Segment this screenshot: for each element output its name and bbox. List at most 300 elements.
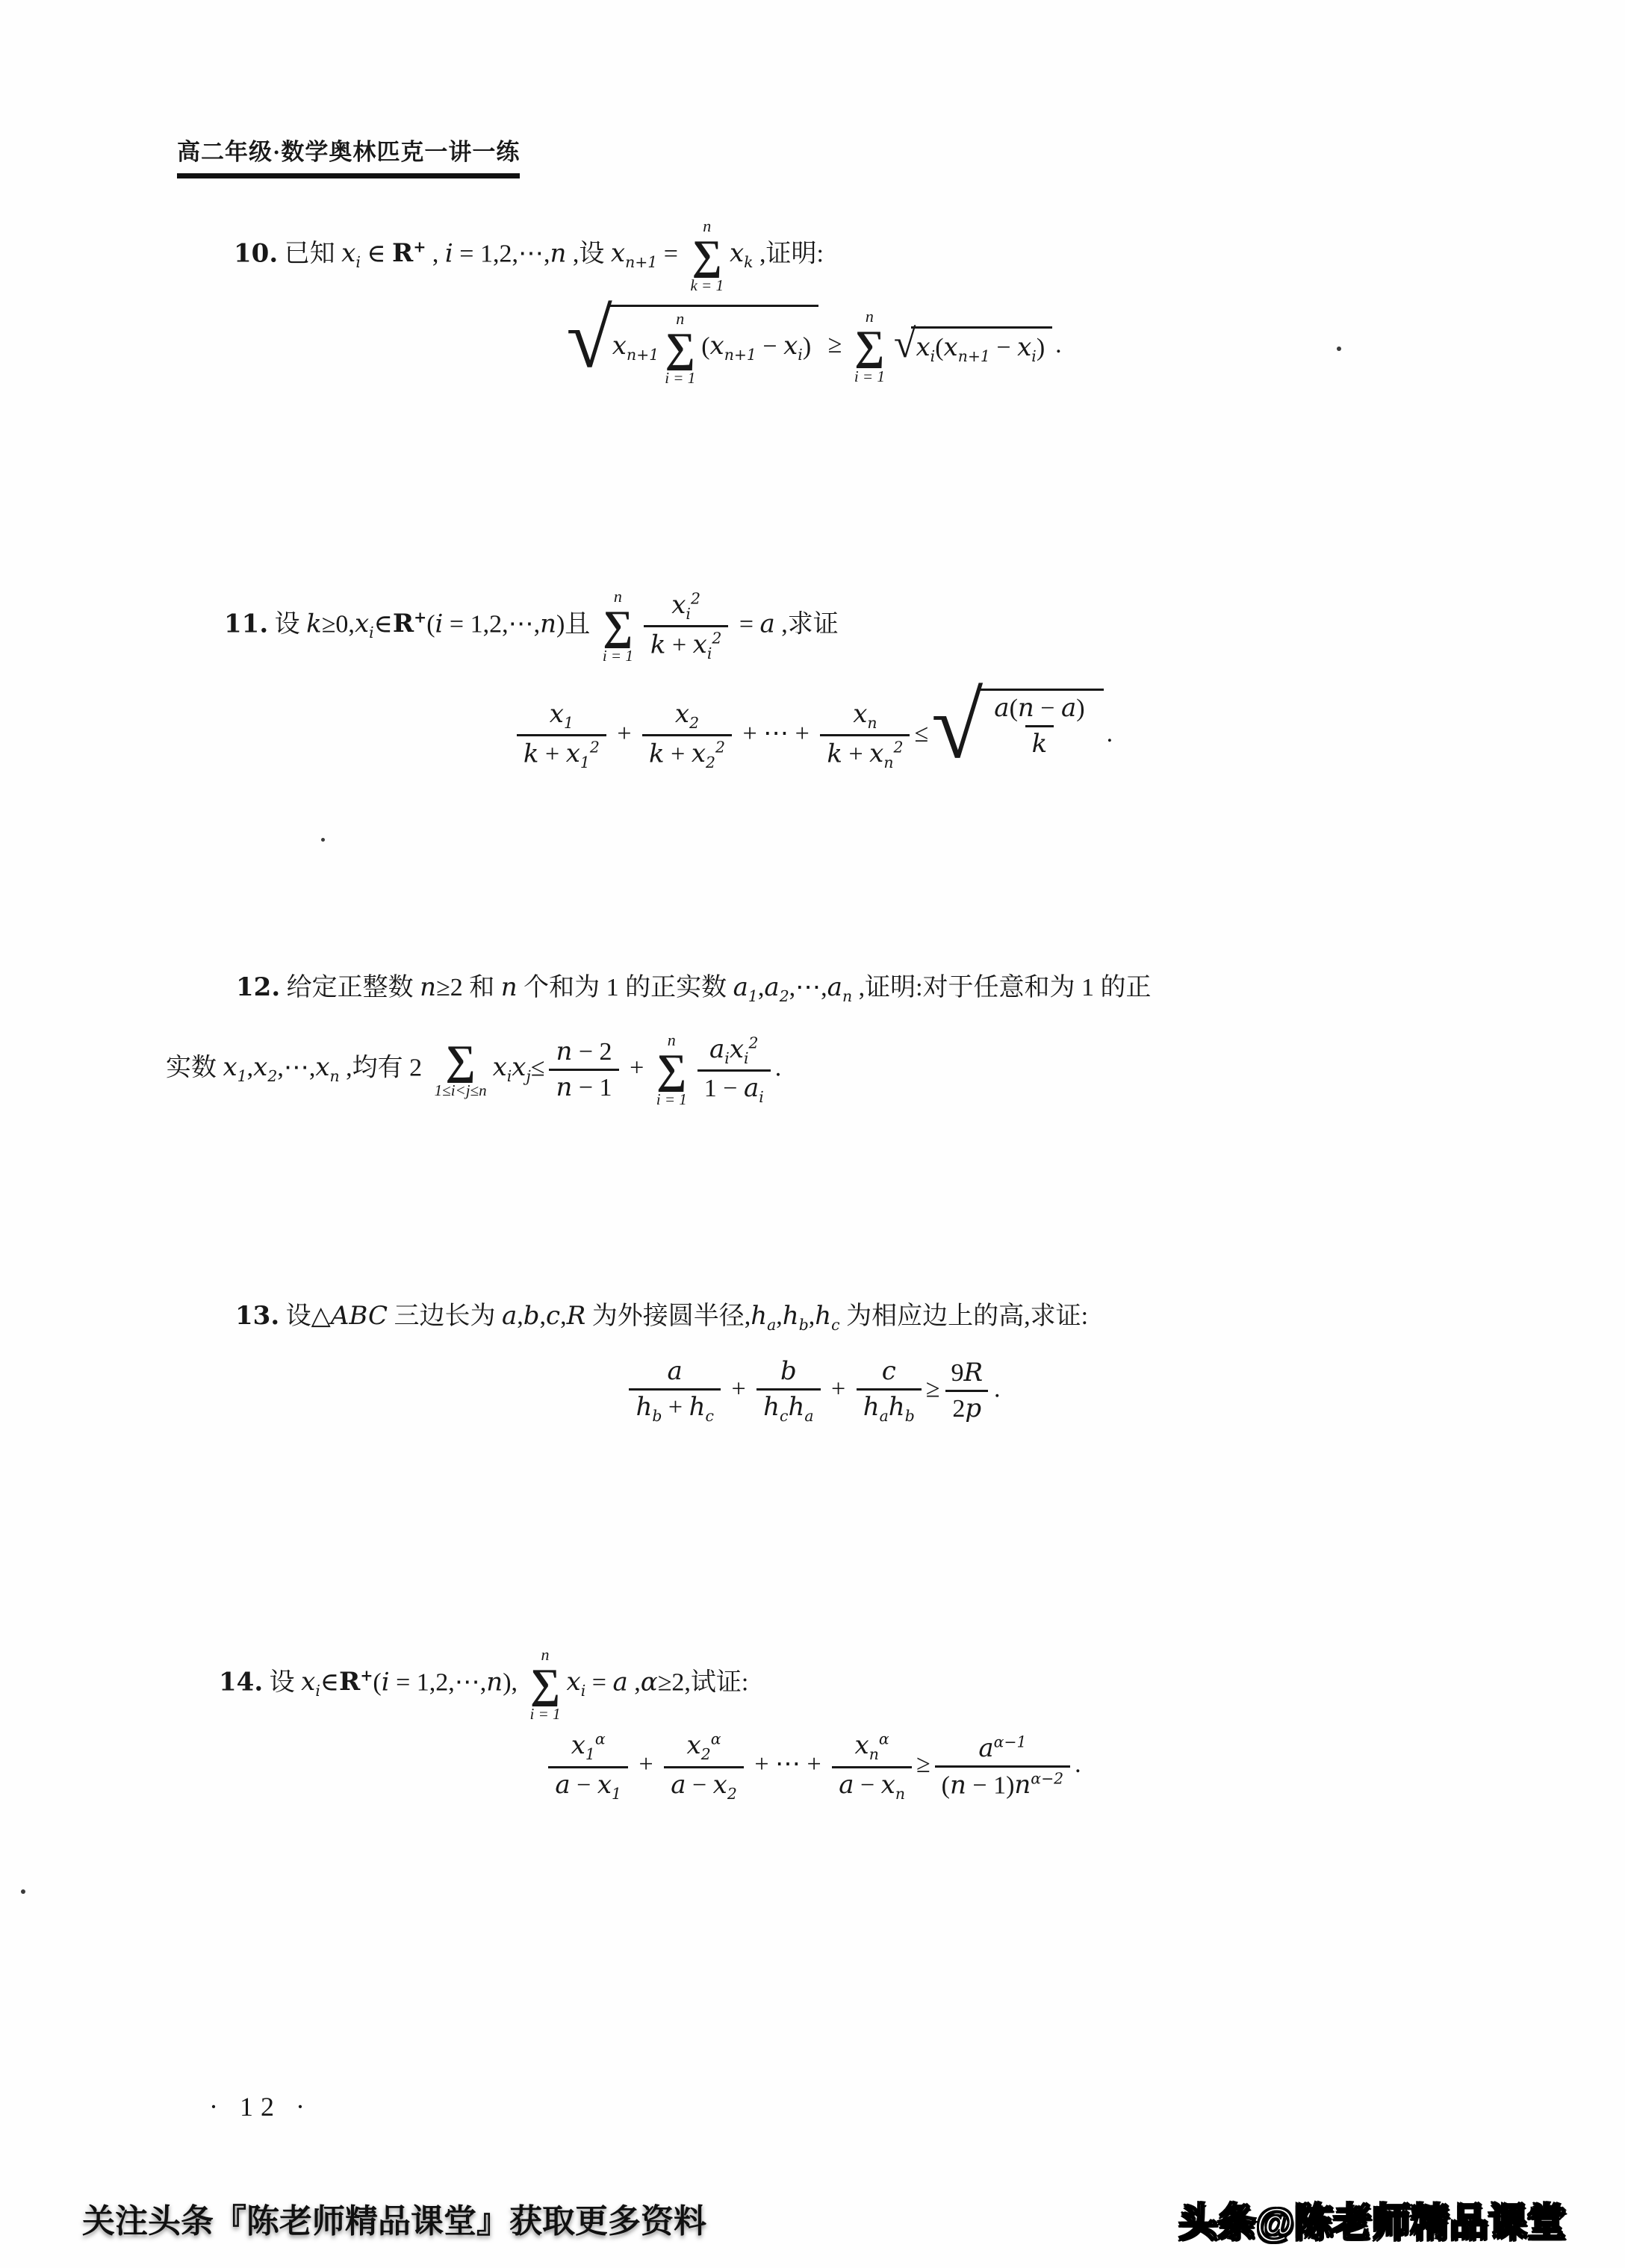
sum-lower-limit: 1≤i<j≤n <box>434 1081 487 1100</box>
math-text: ≥2,试证: <box>657 1668 749 1697</box>
math-variable: R <box>566 1301 586 1331</box>
math-superscript: α <box>710 1730 721 1748</box>
math-variable: $x_2$ <box>674 698 700 732</box>
math-variable: a <box>994 693 1010 723</box>
fraction <box>756 1358 820 1425</box>
math-bold-text: 13. <box>235 1301 280 1331</box>
math-subscript: a <box>767 1315 777 1334</box>
math-variable: $a_1$ <box>733 972 758 1005</box>
math-variable: a <box>502 1301 518 1331</box>
math-text: = 1,2,⋯, <box>453 240 550 268</box>
math-variable: n <box>550 238 567 269</box>
math-variable: $x_1$ <box>549 698 574 732</box>
fraction-numerator <box>549 1038 618 1069</box>
math-text: + <box>633 1750 660 1779</box>
math-bold-text: 10. <box>234 238 279 269</box>
math-subscript: a <box>879 1407 889 1426</box>
math-subscript: i <box>355 253 361 272</box>
fraction-numerator <box>972 1733 1033 1765</box>
math-variable: $x_{n+1}$ <box>610 238 658 272</box>
math-text: ≥ <box>821 330 848 358</box>
problem-12-statement-line-1 <box>236 971 1152 1006</box>
math-variable: $h_a$ <box>788 1392 814 1426</box>
math-subscript: b <box>652 1407 662 1426</box>
math-text: − 1) <box>966 1771 1015 1800</box>
fraction <box>549 1038 618 1102</box>
math-variable: n <box>556 1072 573 1103</box>
math-bold-text: 12. <box>236 972 281 1002</box>
math-subscript: n+1 <box>625 253 658 272</box>
math-variable: k <box>306 609 322 639</box>
math-variable: $x_i^2$ <box>671 589 700 623</box>
math-text: − <box>756 332 784 361</box>
math-superscript: 2 <box>893 738 904 756</box>
math-text: ( <box>426 610 435 639</box>
math-text: . <box>994 1375 1001 1403</box>
math-text: . <box>774 1054 782 1082</box>
math-text: ) <box>1036 334 1045 361</box>
math-subscript: 1 <box>585 1745 595 1764</box>
math-text: , <box>776 1302 783 1330</box>
math-superscript: α <box>878 1730 889 1748</box>
math-subscript: c <box>705 1407 714 1426</box>
sigma-glyph: ∑ <box>603 603 633 649</box>
square-root <box>893 321 1052 367</box>
math-text: . <box>1055 330 1062 358</box>
math-text: = 1,2,⋯, <box>389 1668 487 1697</box>
math-text: − <box>686 1771 713 1799</box>
math-variable: i <box>444 238 453 269</box>
math-variable: k <box>523 739 539 769</box>
math-bold-text: R+ <box>392 238 426 269</box>
math-text: − <box>854 1771 881 1799</box>
math-variable: n <box>420 972 437 1002</box>
math-variable: $x_j$ <box>512 1052 531 1086</box>
math-text: + <box>664 740 692 768</box>
math-subscript: n <box>895 1784 905 1803</box>
math-text: ,证明:对于任意和为 1 的正 <box>852 974 1152 1001</box>
fraction-denominator <box>629 1388 720 1424</box>
math-subscript: i <box>369 624 374 642</box>
sum-symbol <box>665 311 695 386</box>
radicand <box>978 689 1103 759</box>
math-text: . <box>1106 719 1113 748</box>
math-variable: b <box>780 1356 797 1386</box>
radicand <box>911 326 1052 365</box>
math-text: , <box>246 1054 254 1082</box>
math-text: + <box>724 1375 753 1403</box>
math-variable: $h_a$ <box>751 1301 777 1334</box>
square-root <box>931 674 1103 783</box>
math-text: . <box>1075 1750 1081 1779</box>
square-root <box>566 293 818 388</box>
math-variable: $a_2$ <box>764 972 789 1005</box>
math-text: ) <box>1076 695 1085 722</box>
sum-symbol <box>530 1647 561 1722</box>
math-text: ,⋯, <box>277 1054 316 1082</box>
math-subscript: n <box>883 753 894 771</box>
fraction-denominator <box>857 1388 922 1424</box>
math-bold-text: R+ <box>339 1667 373 1697</box>
math-variable: n <box>556 1036 573 1066</box>
fraction <box>629 1358 720 1425</box>
math-subscript: 1 <box>563 713 574 732</box>
sum-symbol <box>656 1032 687 1107</box>
fraction-numerator <box>875 1358 903 1388</box>
math-subscript: 2 <box>689 713 700 732</box>
sigma-glyph: ∑ <box>445 1037 476 1084</box>
math-subscript: j <box>526 1067 531 1086</box>
math-subscript: k <box>744 253 754 272</box>
math-variable: k <box>1031 729 1048 759</box>
math-variable: a <box>1060 693 1077 723</box>
math-variable: $x_i$ <box>566 1667 586 1700</box>
math-text: − 2 <box>572 1037 612 1066</box>
fraction-denominator <box>548 1766 628 1802</box>
math-variable: n <box>486 1667 503 1697</box>
math-text: ), <box>503 1668 524 1697</box>
math-superscript: + <box>413 238 426 257</box>
math-text: ( <box>701 332 710 361</box>
math-subscript: n <box>329 1067 340 1086</box>
math-bold-text: 14. <box>219 1667 264 1697</box>
math-variable: $x_i$ <box>301 1667 320 1700</box>
math-text: 设 <box>268 610 307 639</box>
math-text: , <box>426 240 445 268</box>
math-text: ( <box>935 334 944 361</box>
sum-lower-limit: i = 1 <box>529 1705 561 1724</box>
sum-symbol <box>434 1037 487 1100</box>
math-variable: $x_{n+1}$ <box>612 331 659 364</box>
fraction <box>697 1034 771 1105</box>
math-variable: $a_i$ <box>709 1034 730 1067</box>
math-text: ∈ <box>373 610 393 639</box>
sum-lower-limit: k = 1 <box>690 276 724 295</box>
fraction-denominator <box>820 734 910 771</box>
math-subscript: b <box>798 1315 809 1334</box>
math-variable: b <box>523 1301 540 1331</box>
sigma-glyph: ∑ <box>665 325 695 371</box>
math-variable: $x_n$ <box>315 1052 340 1086</box>
problem-13-statement <box>235 1299 1088 1335</box>
math-superscript: α <box>594 1730 606 1748</box>
page-header-title: 高二年级·数学奥林匹克一讲一练 <box>177 133 520 178</box>
math-variable: a <box>667 1356 683 1386</box>
math-subscript: n+1 <box>724 346 756 364</box>
math-variable: i <box>435 609 444 639</box>
math-variable: $a^{\alpha-1}$ <box>978 1733 1027 1763</box>
fraction-denominator <box>644 625 729 662</box>
scan-artifact-dot <box>21 1889 25 1894</box>
math-variable: n <box>949 1770 966 1801</box>
math-variable: $x_k$ <box>729 238 754 272</box>
math-text: − 1 <box>572 1074 612 1102</box>
sum-upper-limit: n <box>703 217 712 235</box>
math-variable: $x_2$ <box>253 1052 278 1086</box>
footer-watermark-text: 头条@陈老师精品课堂 <box>1178 2202 1566 2245</box>
math-variable: c <box>881 1356 896 1386</box>
math-subscript: 2 <box>700 1745 711 1764</box>
math-text: 实数 <box>166 1054 223 1082</box>
math-text: , <box>627 1668 641 1697</box>
math-subscript: n <box>867 713 877 732</box>
radical-sign-glyph: √ <box>931 674 984 778</box>
math-subscript: n <box>869 1745 879 1764</box>
math-variable: $h_c$ <box>689 1392 714 1426</box>
math-text: ≤ <box>530 1054 545 1082</box>
math-text: ,均有 2 <box>339 1054 429 1082</box>
math-text: 为外接圆半径, <box>585 1302 751 1330</box>
math-variable: $h_a$ <box>863 1392 889 1426</box>
math-variable: $x_2^2$ <box>691 738 725 771</box>
math-text: 给定正整数 <box>280 974 420 1001</box>
math-superscript: 2 <box>712 630 722 648</box>
problem-14-statement <box>219 1647 748 1722</box>
math-subscript: i <box>706 644 712 663</box>
math-text: ≥ <box>925 1375 940 1403</box>
math-text: − <box>1034 695 1061 722</box>
fraction <box>944 1359 989 1423</box>
sum-symbol <box>603 588 633 664</box>
problem-10-statement <box>234 218 824 293</box>
math-text: + <box>665 631 693 659</box>
math-variable: $x_n^\alpha$ <box>854 1730 889 1764</box>
math-subscript: 1 <box>580 753 590 771</box>
fraction <box>664 1731 744 1802</box>
math-variable: $x_i^2$ <box>729 1034 759 1067</box>
math-text: 已知 <box>278 240 342 268</box>
radical-sign-glyph: √ <box>893 321 916 366</box>
math-subscript: i <box>506 1067 512 1086</box>
problem-11-formula <box>0 674 1625 783</box>
fraction-numerator <box>543 700 580 734</box>
math-superscript: 2 <box>589 738 600 756</box>
sigma-glyph: ∑ <box>656 1046 687 1093</box>
math-text: ≥2 和 <box>436 974 501 1001</box>
math-subscript: 2 <box>779 987 789 1005</box>
math-subscript: i <box>315 1682 320 1700</box>
fraction-numerator <box>680 1731 728 1766</box>
math-variable: a <box>612 1667 628 1697</box>
math-variable: $x_i$ <box>916 332 936 365</box>
math-superscript: α−2 <box>1031 1769 1064 1788</box>
math-variable: $x_2^\alpha$ <box>686 1730 721 1764</box>
problem-10-formula <box>0 293 1625 388</box>
math-superscript: 2 <box>715 738 725 756</box>
math-text: = <box>657 240 685 268</box>
math-text: ≥0, <box>321 610 355 639</box>
sum-upper-limit: n <box>667 1031 676 1049</box>
math-text: − <box>989 334 1018 361</box>
math-subscript: n <box>842 987 853 1005</box>
math-variable: $x_1^2$ <box>565 738 600 771</box>
math-variable: $x_1^\alpha$ <box>571 1730 606 1764</box>
scan-artifact-dot <box>321 838 325 842</box>
math-variable: $x_n$ <box>880 1769 905 1803</box>
math-subscript: c <box>780 1407 789 1426</box>
math-text: ∈ <box>320 1668 340 1697</box>
math-variable: $h_c$ <box>815 1301 840 1334</box>
math-variable: R <box>963 1357 984 1388</box>
fraction <box>644 591 729 662</box>
math-text: ≤ <box>914 719 929 748</box>
math-variable: $h_b$ <box>782 1301 809 1334</box>
problem-11-statement <box>224 588 839 664</box>
math-superscript: + <box>360 1667 373 1686</box>
math-variable: a <box>555 1769 571 1800</box>
math-text: , <box>517 1302 523 1330</box>
problem-12-statement-line-2 <box>166 1032 781 1107</box>
math-variable: $x_i$ <box>492 1052 512 1086</box>
math-text: )且 <box>556 610 597 639</box>
math-superscript: + <box>414 609 427 627</box>
math-text: , <box>539 1302 547 1330</box>
math-subscript: 1 <box>237 1067 247 1086</box>
math-text: + ⋯ + <box>736 719 816 748</box>
math-text: 设△ <box>279 1302 331 1330</box>
math-text: , <box>808 1302 815 1330</box>
fraction-numerator <box>846 700 883 734</box>
math-subscript: i <box>798 346 803 364</box>
problem-13-formula <box>0 1358 1625 1425</box>
sum-symbol <box>854 308 885 384</box>
footer-promo-text: 关注头条『陈老师精品课堂』获取更多资料 <box>82 2203 706 2240</box>
fraction-numerator <box>665 591 707 626</box>
math-variable: α <box>640 1667 658 1697</box>
math-variable: n <box>1017 693 1034 723</box>
math-superscript: α−1 <box>993 1733 1027 1751</box>
math-variable: a <box>839 1769 854 1800</box>
fraction-denominator <box>517 734 606 771</box>
fraction <box>548 1731 628 1802</box>
math-text: + <box>662 1394 689 1422</box>
fraction-numerator <box>668 700 706 734</box>
math-text: + ⋯ + <box>748 1750 828 1779</box>
fraction-denominator <box>832 1766 912 1802</box>
math-variable: $x_i$ <box>341 238 361 272</box>
fraction <box>935 1733 1070 1799</box>
math-subscript: 1 <box>748 987 758 1005</box>
math-variable: $x_1$ <box>597 1769 621 1803</box>
fraction-denominator <box>935 1765 1070 1800</box>
math-variable: c <box>546 1301 561 1331</box>
math-subscript: i <box>724 1048 730 1067</box>
math-text: + <box>538 740 566 768</box>
math-variable: $n^{\alpha-2}$ <box>1014 1769 1064 1801</box>
math-bold-text: R+ <box>392 609 427 639</box>
math-variable: a <box>759 609 775 639</box>
fraction <box>987 695 1091 759</box>
sum-lower-limit: i = 1 <box>656 1090 687 1109</box>
sum-upper-limit: n <box>541 1645 550 1664</box>
math-subscript: a <box>804 1407 814 1426</box>
math-text: ( <box>1009 695 1018 722</box>
math-subscript: 2 <box>706 753 715 771</box>
math-subscript: i <box>759 1087 764 1106</box>
math-superscript: 2 <box>690 589 700 608</box>
math-subscript: c <box>831 1315 840 1334</box>
math-subscript: i <box>930 347 936 365</box>
fraction-denominator <box>664 1766 744 1802</box>
math-text: ,⋯, <box>789 974 827 1001</box>
fraction-denominator <box>549 1069 618 1102</box>
math-superscript: 2 <box>748 1034 759 1052</box>
math-subscript: i <box>580 1682 586 1700</box>
fraction-denominator <box>945 1390 988 1423</box>
math-text: 个和为 1 的正实数 <box>517 974 733 1001</box>
fraction-numerator <box>774 1358 804 1388</box>
fraction-numerator <box>661 1358 689 1388</box>
fraction-numerator <box>848 1731 896 1766</box>
math-text: ) <box>802 332 812 361</box>
math-variable: k <box>827 739 842 769</box>
math-variable: ABC <box>330 1301 388 1331</box>
math-variable: $x_{n+1}$ <box>709 331 756 364</box>
math-subscript: i <box>744 1048 749 1067</box>
sum-lower-limit: i = 1 <box>854 367 885 385</box>
math-variable: $x_i^2$ <box>692 630 722 663</box>
math-variable: $h_c$ <box>763 1392 789 1426</box>
math-variable: i <box>381 1667 390 1697</box>
sigma-glyph: ∑ <box>854 323 885 370</box>
math-bold-text: 11. <box>224 609 269 639</box>
radical-sign-glyph: √ <box>566 293 612 385</box>
math-variable: $x_i$ <box>354 609 374 642</box>
math-text: 设 <box>263 1668 302 1697</box>
page-number: · 12 · <box>209 2092 312 2122</box>
fraction-numerator <box>944 1359 989 1390</box>
fraction <box>832 1731 912 1802</box>
math-subscript: n+1 <box>957 347 990 365</box>
math-text: ≥ <box>916 1750 930 1779</box>
fraction-numerator <box>703 1034 765 1069</box>
math-text: + <box>842 740 870 768</box>
math-text: + <box>610 719 638 748</box>
math-text: = 1,2,⋯, <box>443 610 541 639</box>
radicand <box>608 305 818 386</box>
fraction-denominator <box>642 734 732 771</box>
math-variable: $x_i$ <box>1017 332 1037 365</box>
math-text: ( <box>373 1668 382 1697</box>
math-variable: $x_n^2$ <box>869 738 904 771</box>
math-variable: a <box>671 1769 686 1800</box>
math-variable: $h_b$ <box>636 1392 662 1426</box>
math-variable: $a_i$ <box>743 1072 764 1106</box>
math-variable: $h_b$ <box>888 1392 915 1426</box>
math-variable: k <box>650 630 666 660</box>
math-text: ∈ <box>360 240 393 268</box>
math-text: 2 <box>952 1395 966 1423</box>
math-subscript: 2 <box>267 1067 278 1086</box>
fraction-denominator <box>756 1388 820 1424</box>
math-subscript: b <box>904 1407 915 1426</box>
math-text: ,证明: <box>753 240 824 268</box>
math-subscript: 2 <box>727 1784 737 1803</box>
math-variable: k <box>649 739 665 769</box>
math-text: ,设 <box>566 240 611 268</box>
scan-artifact-dot <box>1337 347 1341 351</box>
fraction-denominator <box>1025 725 1054 758</box>
sigma-glyph: ∑ <box>692 232 722 279</box>
fraction <box>857 1358 922 1425</box>
fraction <box>642 700 732 771</box>
sum-upper-limit: n <box>613 587 622 606</box>
fraction-numerator <box>565 1731 612 1766</box>
math-text: 为相应边上的高,求证: <box>839 1302 1089 1330</box>
math-subscript: 1 <box>612 1784 621 1803</box>
fraction-denominator <box>697 1069 771 1105</box>
math-variable: $a_n$ <box>827 972 853 1005</box>
